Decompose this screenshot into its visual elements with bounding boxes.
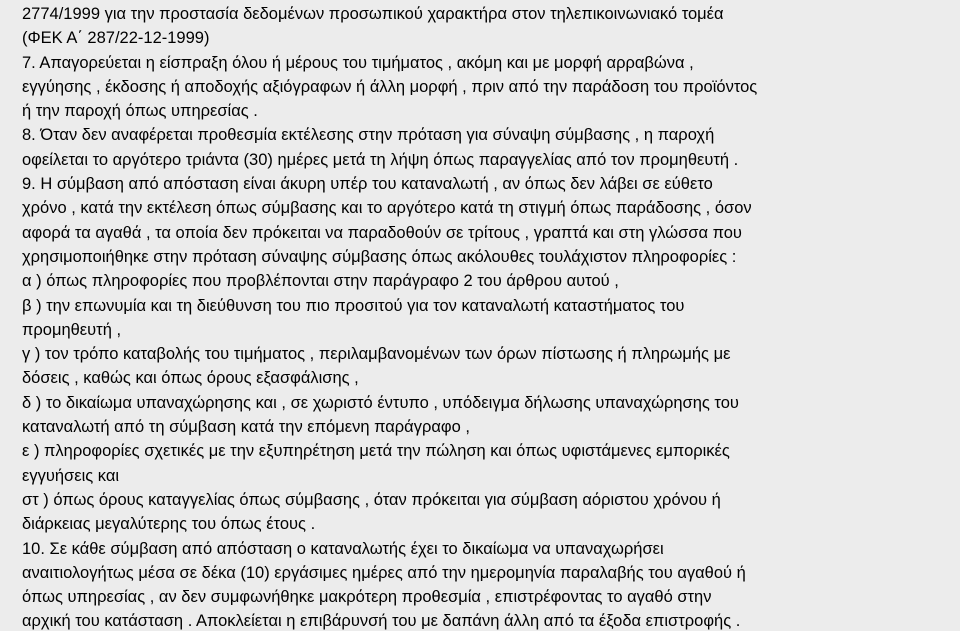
paragraph-7-line: 7. Απαγορεύεται η είσπραξη όλου ή μέρους του τιμήματος , ακόμη και με μορφή αρραβώνα , bbox=[22, 53, 694, 72]
text-line: χρόνο , κατά την εκτέλεση όπως σύμβασης και το αργότερο κατά τη στιγμή όπως παράδοσης , όσον bbox=[22, 199, 752, 218]
text-line: χρησιμοποιήθηκε στην πρόταση σύναψης σύμβασης όπως ακόλουθες τουλάχιστον πληροφορίες : bbox=[22, 247, 737, 266]
list-item-e: ε ) πληροφορίες σχετικές με την εξυπηρέτηση μετά την πώληση και όπως υφιστάμενες εμπορικές bbox=[22, 442, 730, 461]
text-line: 2774/1999 για την προστασία δεδομένων προσωπικού χαρακτήρα στον τηλεπικοινωνιακό τομέα bbox=[22, 5, 724, 23]
text-line: αρχική του κατάσταση . Αποκλείεται η επιβάρυνσή του με δαπάνη άλλη από τα έξοδα επιστροφής . bbox=[22, 612, 741, 631]
list-item-d: δ ) το δικαίωμα υπαναχώρησης και , σε χωριστό έντυπο , υπόδειγμα δήλωσης υπαναχώρησης του bbox=[22, 393, 739, 412]
text-line: δόσεις , καθώς και όπως όρους εξασφάλισης , bbox=[22, 369, 359, 388]
paragraph-9-line: 9. Η σύμβαση από απόσταση είναι άκυρη υπέρ του καταναλωτή , αν όπως δεν λάβει σε εύθετο bbox=[22, 175, 713, 194]
list-item-a: α ) όπως πληροφορίες που προβλέπονται στην παράγραφο 2 του άρθρου αυτού , bbox=[22, 272, 619, 291]
paragraph-10-line: 10. Σε κάθε σύμβαση από απόσταση ο καταναλωτής έχει το δικαίωμα να υπαναχωρήσει bbox=[22, 539, 664, 558]
text-line: εγγυήσεις και bbox=[22, 466, 120, 485]
list-item-b: β ) την επωνυμία και τη διεύθυνση του πιο προσιτού για τον καταναλωτή καταστήματος του bbox=[22, 296, 685, 315]
list-item-st: στ ) όπως όρους καταγγελίας όπως σύμβασης , όταν πρόκειται για σύμβαση αόριστου χρόνου ή bbox=[22, 490, 721, 509]
list-item-c: γ ) τον τρόπο καταβολής του τιμήματος , περιλαμβανομένων των όρων πίστωσης ή πληρωμής με bbox=[22, 345, 731, 364]
text-line: καταναλωτή από τη σύμβαση κατά την επόμενη παράγραφο , bbox=[22, 418, 470, 437]
text-line: οφείλεται το αργότερο τριάντα (30) ημέρες μετά τη λήψη όπως παραγγελίας από τον προμηθευτή . bbox=[22, 150, 739, 169]
text-line: όπως υπηρεσίας , αν δεν συμφωνήθηκε μακρότερη προθεσμία , επιστρέφοντας το αγαθό στην bbox=[22, 588, 712, 607]
text-line: ή την παροχή όπως υπηρεσίας . bbox=[22, 102, 258, 121]
text-line: διάρκειας μεγαλύτερης του όπως έτους . bbox=[22, 515, 316, 534]
paragraph-8-line: 8. Όταν δεν αναφέρεται προθεσμία εκτέλεσης στην πρόταση για σύναψη σύμβασης , η παροχή bbox=[22, 126, 715, 145]
text-line: εγγύησης , έκδοσης ή αποδοχής αξιόγραφων ή άλλη μορφή , πριν από την παράδοση του προϊόντος bbox=[22, 77, 758, 96]
text-line: αναιτιολογήτως μέσα σε δέκα (10) εργάσιμες ημέρες από την ημερομηνία παραλαβής του αγαθού ή bbox=[22, 563, 746, 582]
text-line: (ΦΕΚ Α΄ 287/22-12-1999) bbox=[22, 29, 210, 48]
text-line: προμηθευτή , bbox=[22, 320, 122, 339]
text-line: αφορά τα αγαθά , τα οποία δεν πρόκειται να παραδοθούν σε τρίτους , γραπτά και στη γλώσσα που bbox=[22, 223, 742, 242]
